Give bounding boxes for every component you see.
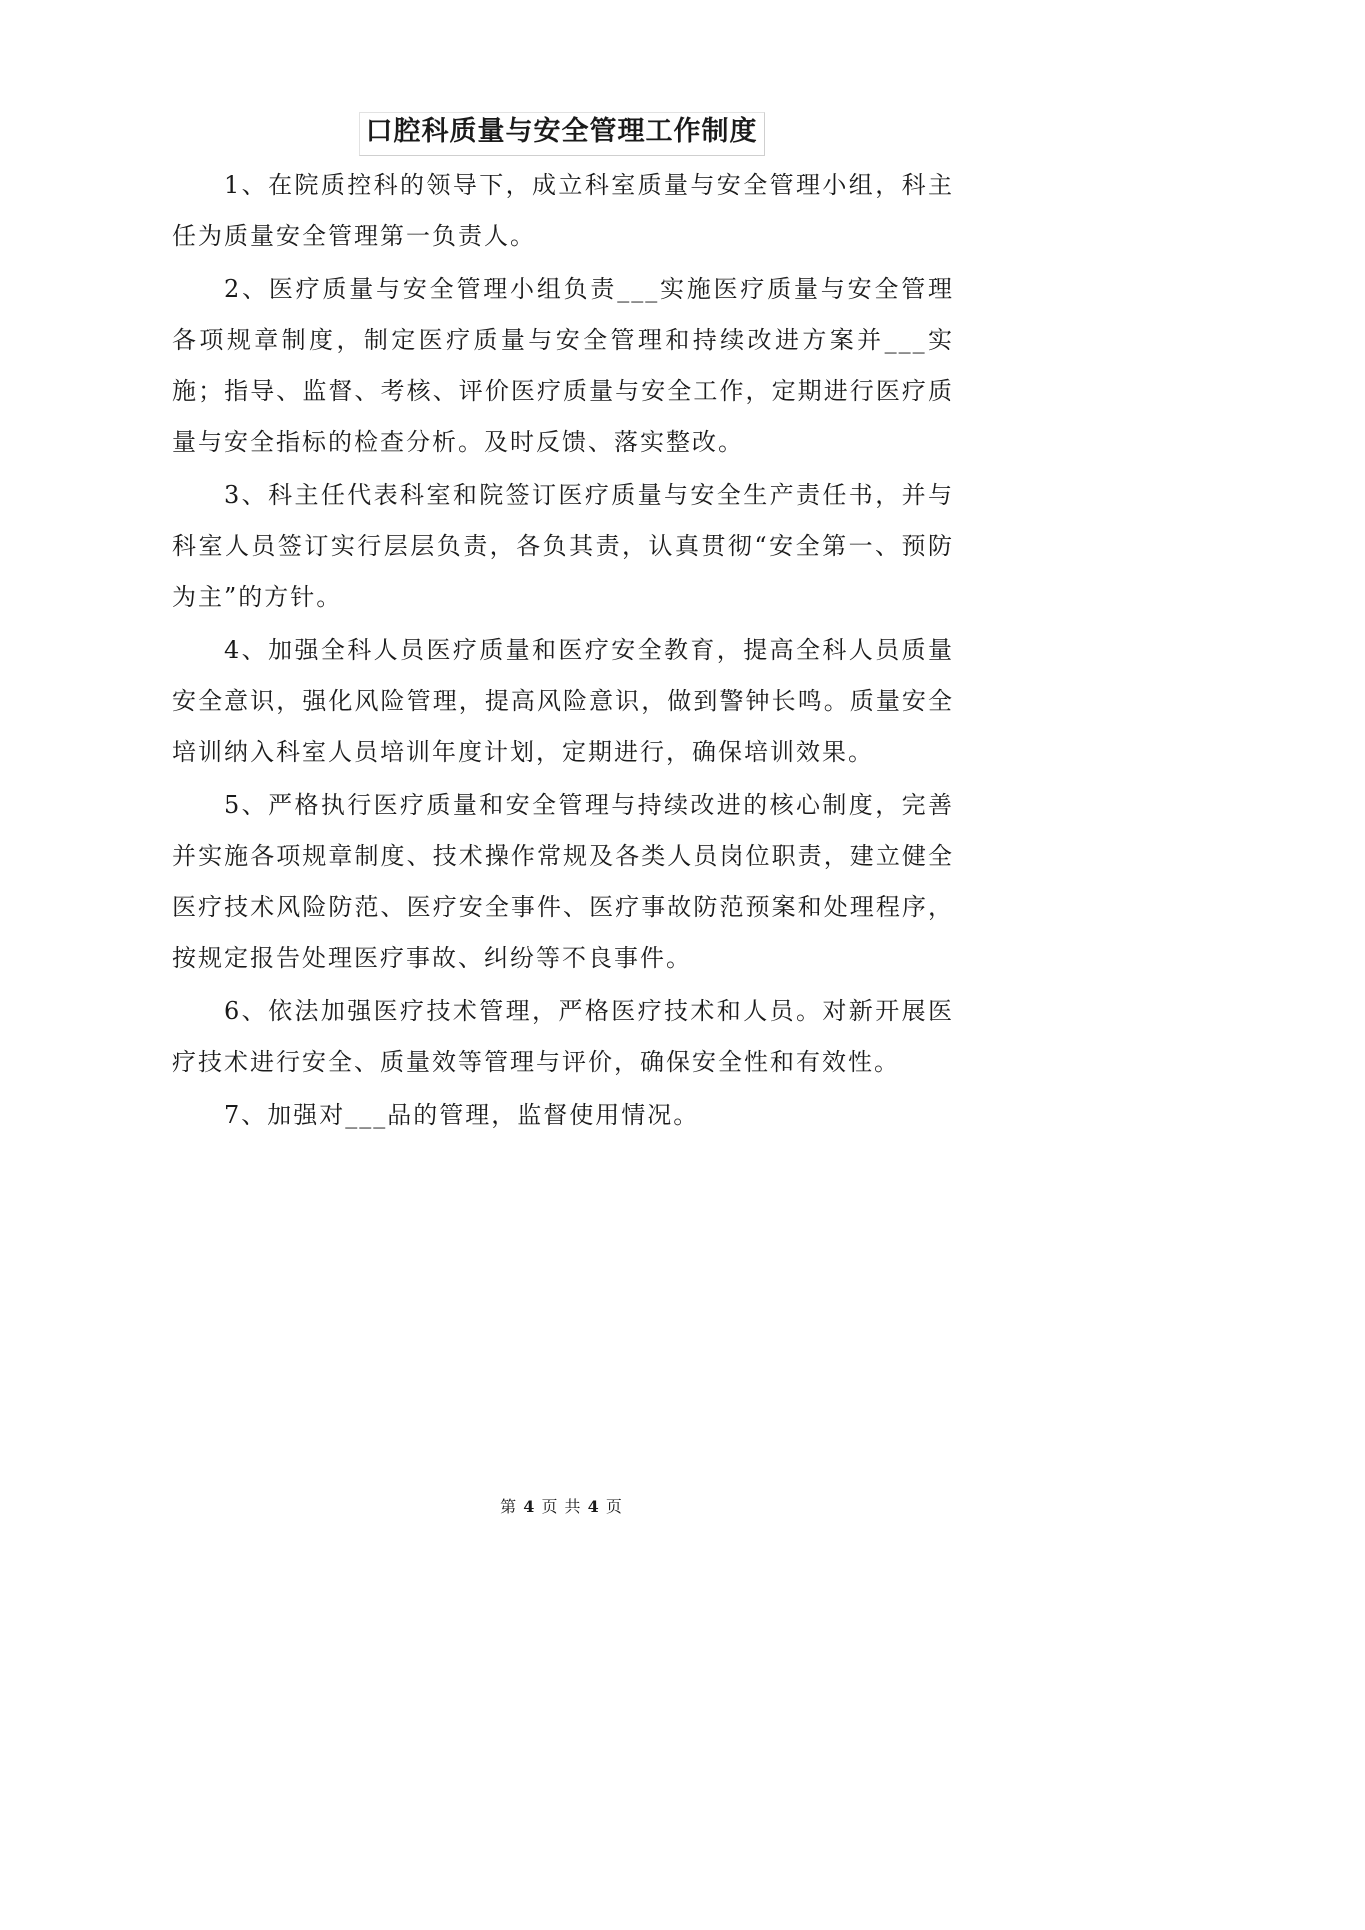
paragraph-4: 4、加强全科人员医疗质量和医疗安全教育，提高全科人员质量安全意识，强化风险管理，提高风险意识，做到警钟长鸣。质量安全培训纳入科室人员培训年度计划，定期进行，确保培训效果。 [172,636,954,766]
total-pages-number: 4 [587,1497,600,1516]
footer-prefix: 第 [500,1497,518,1516]
page-footer [0,1494,1123,1517]
title-container [0,112,1123,156]
paragraph-6: 6、依法加强医疗技术管理，严格医疗技术和人员。对新开展医疗技术进行安全、质量效等管理与评价，确保安全性和有效性。 [172,997,954,1076]
paragraph-1: 1、在院质控科的领导下，成立科室质量与安全管理小组，科主任为质量安全管理第一负责人。 [172,171,954,250]
footer-middle: 页 共 [541,1497,582,1516]
paragraph-2: 2、医疗质量与安全管理小组负责___实施医疗质量与安全管理各项规章制度，制定医疗质量与安全管理和持续改进方案并___实施；指导、监督、考核、评价医疗质量与安全工作，定期进行医疗质量与安全指标的检查分析。及时反馈、落实整改。 [172,275,954,456]
document-body [172,160,954,1143]
paragraph-5: 5、严格执行医疗质量和安全管理与持续改进的核心制度，完善并实施各项规章制度、技术操作常规及各类人员岗位职责，建立健全医疗技术风险防范、医疗安全事件、医疗事故防范预案和处理程序，按规定报告处理医疗事故、纠纷等不良事件。 [172,791,954,972]
current-page-number: 4 [523,1497,536,1516]
paragraph-3: 3、科主任代表科室和院签订医疗质量与安全生产责任书，并与科室人员签订实行层层负责，各负其责，认真贯彻“安全第一、预防为主”的方针。 [172,481,954,611]
document-title: 口腔科质量与安全管理工作制度 [359,112,765,156]
paragraph-7: 7、加强对___品的管理，监督使用情况。 [224,1101,700,1129]
footer-suffix: 页 [605,1497,623,1516]
